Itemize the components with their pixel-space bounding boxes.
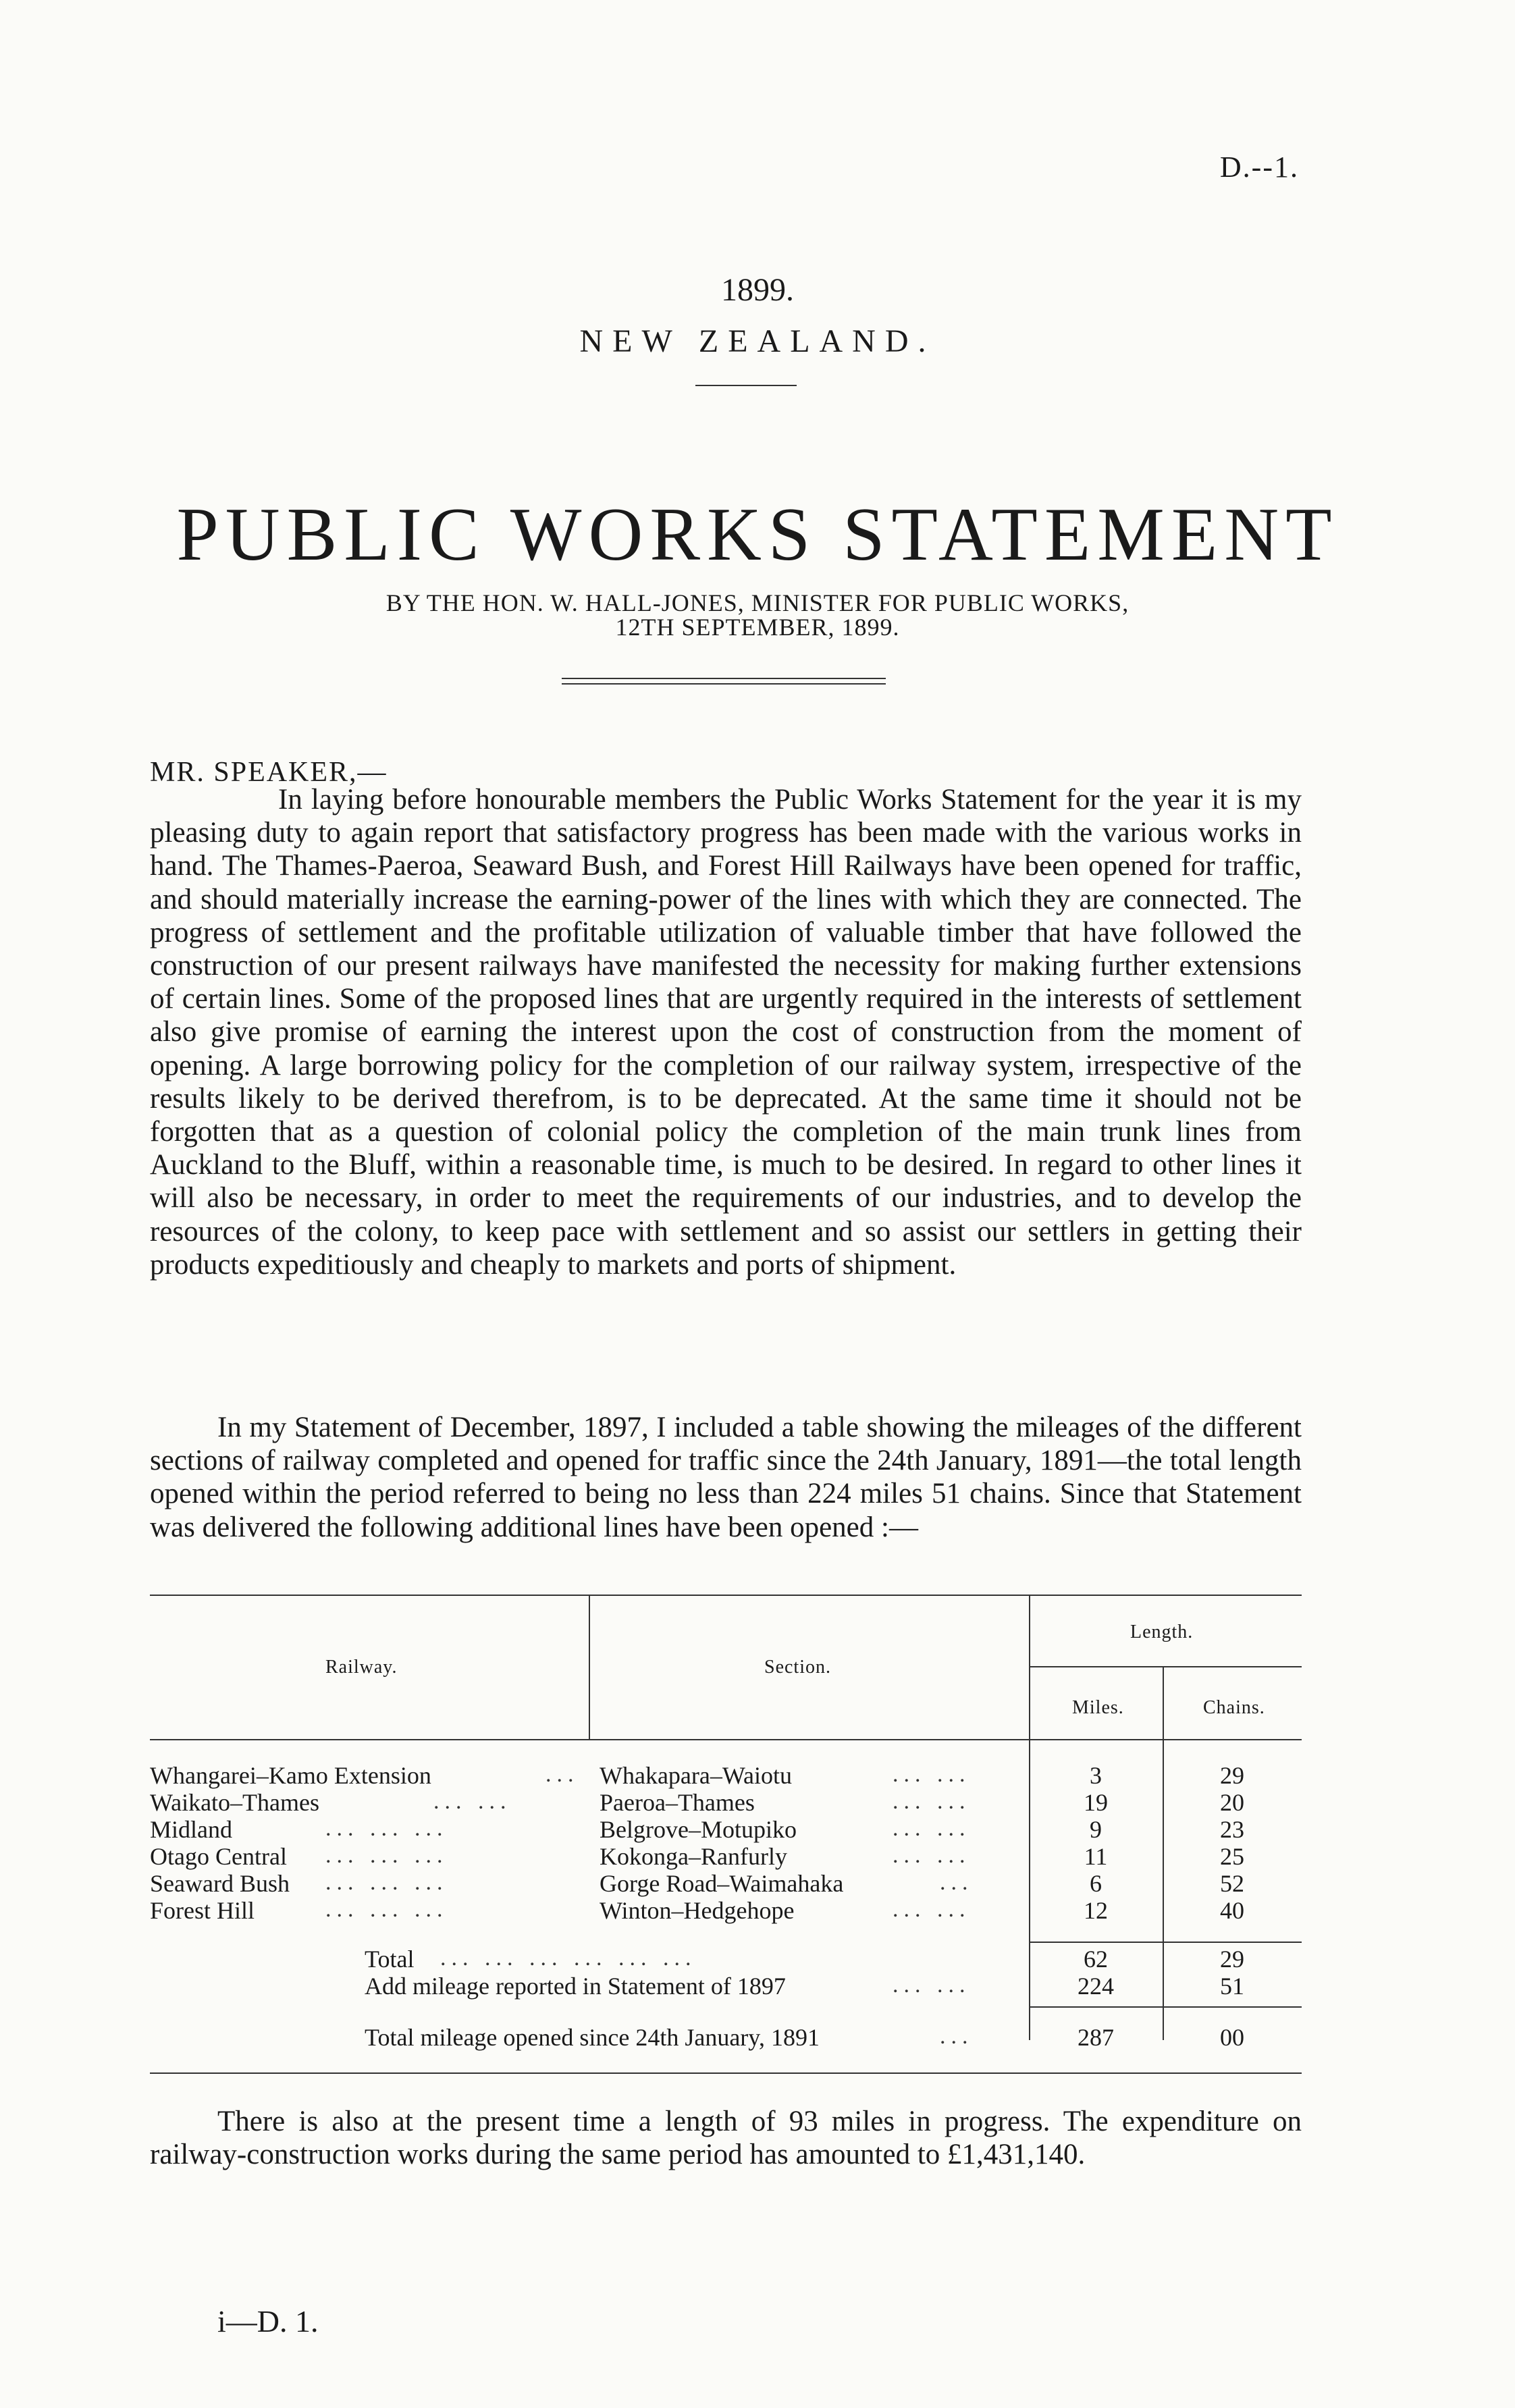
table-rule (150, 2072, 1302, 2074)
leader-dots: ... ... ... ... ... ... (440, 1946, 697, 1971)
row-railway: Seaward Bush (150, 1870, 290, 1897)
row-miles: 12 (1084, 1897, 1108, 1924)
paragraph-1: In laying before honourable members the Public Works Statement for the year it is my pleasing duty to again report that satisfactory progress has been made with the various works in hand. The Thames-Paeroa, Seaward Bush, and Forest Hill Railways have been opened for traffic, and should materially increase the earning-power of the lines with which they are connected. The progress of settlement and the profitable utilization of valuable timber that have followed the construction of our present railways have manifested the necessity for making further extensions of certain lines. Some of the proposed lines that are urgently required in the interests of settlement also give promise of earning the interest upon the cost of construction from the moment of opening. A large borrowing policy for the completion of our railway system, irrespective of the results likely to be derived therefrom, is to be deprecated. At the same time it should not be forgotten that as a question of colonial policy the completion of the main trunk lines from Auckland to the Bluff, within a reasonable time, is much to be desired. In regard to other lines it will also be necessary, in order to meet the requirements of our industries, and to develop the resources of the colony, to keep pace with settlement and so assist our settlers in getting their products expeditiously and cheaply to markets and ports of shipment. (150, 784, 1302, 1281)
country: NEW ZEALAND. (579, 323, 936, 359)
leader-dots: ... (940, 2024, 974, 2049)
row-railway: Waikato–Thames (150, 1789, 320, 1816)
year: 1899. (721, 272, 794, 308)
leader-dots: ... ... (433, 1789, 512, 1814)
table-rule (150, 1595, 1302, 1596)
row-miles: 3 (1090, 1762, 1102, 1789)
add-label: Add mileage reported in Statement of 1897 (365, 1973, 786, 2000)
row-chains: 23 (1220, 1816, 1244, 1843)
row-chains: 29 (1220, 1762, 1244, 1789)
divider (695, 385, 797, 386)
header-miles: Miles. (1072, 1697, 1124, 1718)
grand-total-chains: 00 (1220, 2024, 1244, 2051)
row-section: Paeroa–Thames (600, 1789, 755, 1816)
row-section: Kokonga–Ranfurly (600, 1843, 787, 1870)
grand-total-miles: 287 (1078, 2024, 1114, 2051)
leader-dots: ... ... (893, 1762, 971, 1787)
header-length: Length. (1130, 1622, 1194, 1642)
total-chains: 29 (1220, 1946, 1244, 1973)
divider (562, 683, 886, 685)
leader-dots: ... ... ... (325, 1897, 448, 1922)
statement-date: 12TH SEPTEMBER, 1899. (615, 614, 900, 641)
row-section: Belgrove–Motupiko (600, 1816, 797, 1843)
row-chains: 52 (1220, 1870, 1244, 1897)
leader-dots: ... ... ... (325, 1843, 448, 1868)
leader-dots: ... (546, 1762, 579, 1787)
paragraph-2: In my Statement of December, 1897, I included a table showing the mileages of the different sections of railway completed and opened for traffic since the 24th January, 1891—the total length opened within the period referred to being no less than 224 miles 51 chains. Since that Statement was delivered the following additional lines have been opened :— (150, 1412, 1302, 1543)
leader-dots: ... (940, 1870, 974, 1895)
row-chains: 25 (1220, 1843, 1244, 1870)
row-chains: 20 (1220, 1789, 1244, 1816)
page-signature: i—D. 1. (217, 2304, 319, 2338)
add-miles: 224 (1078, 1973, 1114, 2000)
railway-table (150, 1595, 1302, 2094)
row-miles: 6 (1090, 1870, 1102, 1897)
table-rule (1029, 1666, 1302, 1667)
row-miles: 11 (1084, 1843, 1108, 1870)
leader-dots: ... ... (893, 1789, 971, 1814)
row-section: Winton–Hedgehope (600, 1897, 795, 1924)
table-rule (589, 1595, 590, 1739)
header-section: Section. (764, 1657, 831, 1678)
header-chains: Chains. (1203, 1697, 1265, 1718)
row-railway: Midland (150, 1816, 232, 1843)
row-railway: Otago Central (150, 1843, 287, 1870)
row-section: Whakapara–Waiotu (600, 1762, 792, 1789)
row-miles: 19 (1084, 1789, 1108, 1816)
total-miles: 62 (1084, 1946, 1108, 1973)
table-rule (1029, 1942, 1302, 1943)
row-chains: 40 (1220, 1897, 1244, 1924)
grand-total-label: Total mileage opened since 24th January, 1891 (365, 2024, 820, 2051)
byline: BY THE HON. W. HALL-JONES, MINISTER FOR PUBLIC WORKS, (386, 589, 1129, 616)
row-section: Gorge Road–Waimahaka (600, 1870, 844, 1897)
row-railway: Whangarei–Kamo Extension (150, 1762, 431, 1789)
row-miles: 9 (1090, 1816, 1102, 1843)
paragraph-3: There is also at the present time a length of 93 miles in progress. The expenditure on railway-construction works during the same period has amounted to £1,431,140. (150, 2106, 1302, 2171)
leader-dots: ... ... (893, 1973, 971, 1998)
leader-dots: ... ... ... (325, 1816, 448, 1841)
leader-dots: ... ... ... (325, 1870, 448, 1895)
leader-dots: ... ... (893, 1843, 971, 1868)
page-title: PUBLIC WORKS STATEMENT (176, 493, 1339, 577)
document-code: D.--1. (1219, 151, 1299, 184)
table-rule (1029, 2006, 1302, 2008)
header-railway: Railway. (325, 1657, 398, 1678)
leader-dots: ... ... (893, 1897, 971, 1922)
row-railway: Forest Hill (150, 1897, 255, 1924)
table-rule (150, 1739, 1302, 1740)
add-chains: 51 (1220, 1973, 1244, 2000)
divider (562, 678, 886, 679)
salutation: MR. SPEAKER,— (150, 757, 388, 788)
total-label: Total (365, 1946, 415, 1973)
leader-dots: ... ... (893, 1816, 971, 1841)
